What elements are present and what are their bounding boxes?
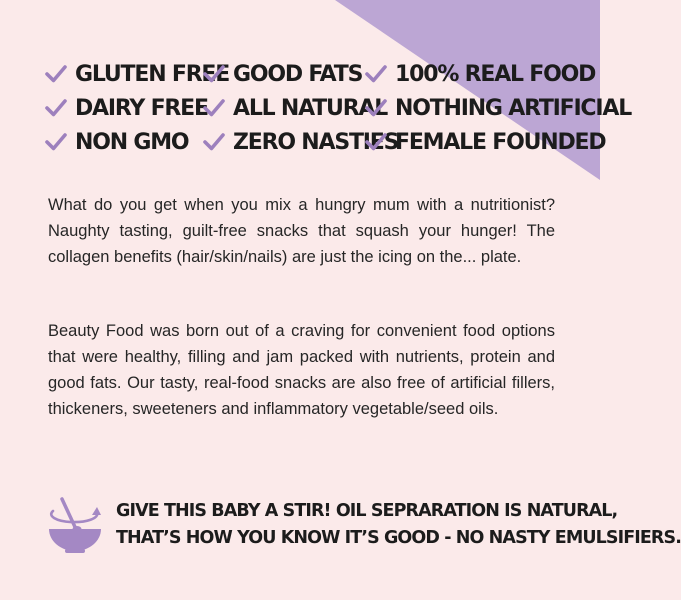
check-icon	[44, 64, 68, 84]
badge-label: NOTHING ARTIFICIAL	[395, 95, 632, 121]
badge-label: FEMALE FOUNDED	[395, 129, 606, 155]
check-icon	[364, 64, 388, 84]
badge-nothing-artificial	[364, 92, 632, 124]
stir-note-line-2: THAT’S HOW YOU KNOW IT’S GOOD - NO NASTY EMULSIFIERS.	[116, 528, 681, 548]
stirring-bowl-icon	[44, 494, 106, 556]
stir-note	[44, 494, 681, 556]
badge-gluten-free	[44, 58, 230, 90]
badge-label: DAIRY FREE	[75, 95, 208, 121]
badge-non-gmo	[44, 126, 202, 158]
badge-good-fats	[202, 58, 364, 90]
badge-label: NON GMO	[75, 129, 189, 155]
badge-zero-nasties	[202, 126, 399, 158]
story-paragraph: Beauty Food was born out of a craving for convenient food options that were healthy, filling and jam packed with nutrients, protein and good fats. Our tasty, real-food snacks are also free of artificial fillers, thickeners, sweeteners and inflammatory vegetable/seed oils.	[48, 322, 555, 418]
stir-note-text	[116, 498, 681, 552]
badge-label: ALL NATURAL	[233, 95, 388, 121]
badge-real-food	[364, 58, 596, 90]
check-icon	[202, 132, 226, 152]
stir-note-line-1: GIVE THIS BABY A STIR! OIL SEPRARATION IS NATURAL,	[116, 501, 618, 521]
badge-label: GLUTEN FREE	[75, 61, 230, 87]
check-icon	[364, 98, 388, 118]
check-icon	[44, 132, 68, 152]
intro-paragraph: What do you get when you mix a hungry mum with a nutritionist? Naughty tasting, guilt-free snacks that squash your hunger! The collagen benefits (hair/skin/nails) are just the icing on the... plate.	[48, 196, 555, 266]
check-icon	[202, 98, 226, 118]
badge-dairy-free	[44, 92, 208, 124]
check-icon	[202, 64, 226, 84]
check-icon	[364, 132, 388, 152]
check-icon	[44, 98, 68, 118]
badge-label: ZERO NASTIES	[233, 129, 399, 155]
badge-female-founded	[364, 126, 606, 158]
badge-label: 100% REAL FOOD	[395, 61, 596, 87]
feature-badges	[44, 58, 632, 158]
badge-label: GOOD FATS	[233, 61, 363, 87]
badge-all-natural	[202, 92, 388, 124]
